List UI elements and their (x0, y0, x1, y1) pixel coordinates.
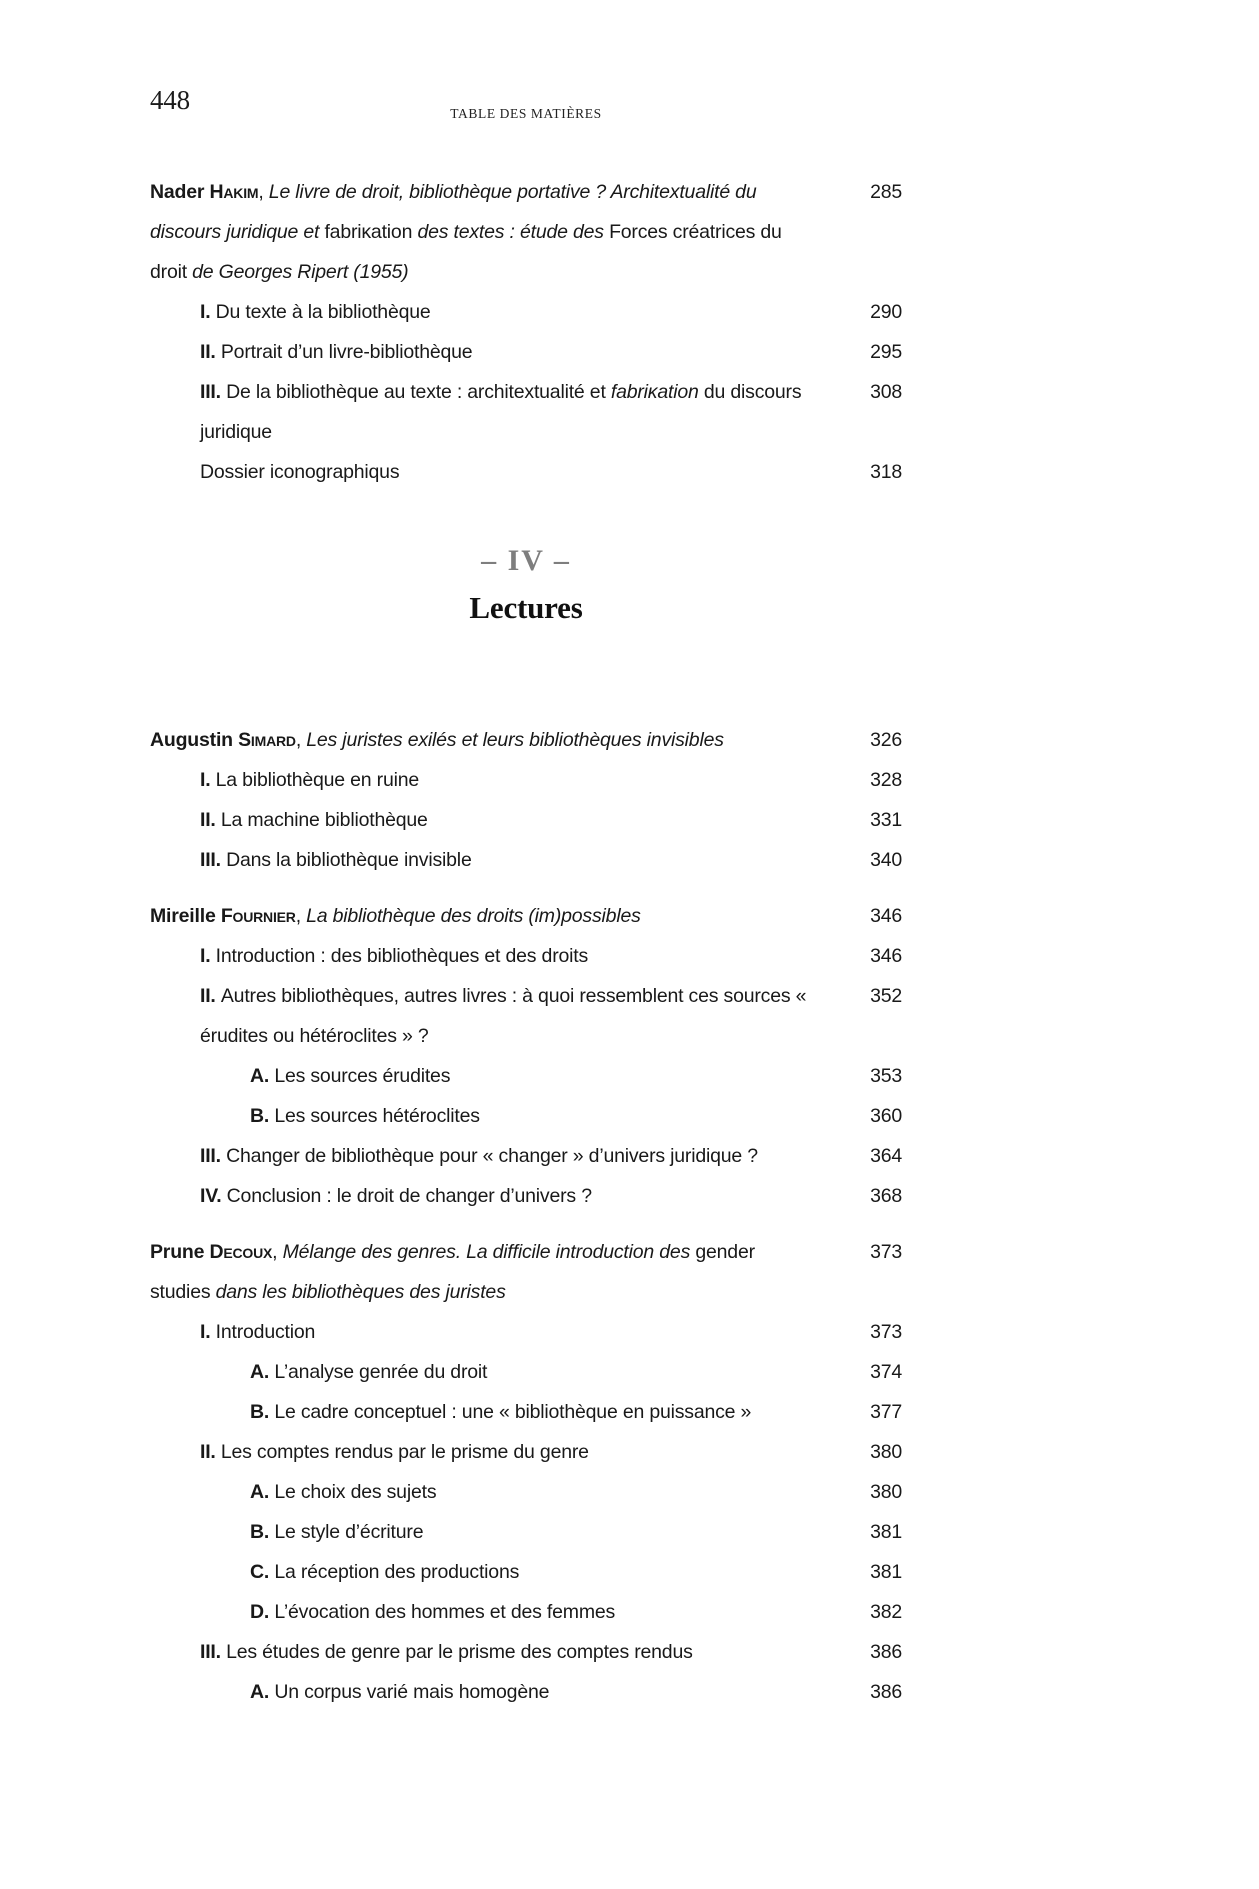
text-run: Les sources érudites (274, 1065, 451, 1087)
toc-item (150, 452, 902, 492)
text-run: L’évocation des hommes et des femmes (274, 1601, 616, 1623)
text-run: du discours juridique (200, 381, 802, 443)
text-run: Augustin (150, 729, 239, 751)
entry-text (150, 1592, 840, 1632)
toc-item (150, 1312, 902, 1352)
text-run: Decoux (209, 1241, 273, 1263)
text-run: II. (200, 809, 221, 831)
text-run: III. (200, 849, 227, 871)
toc-item (150, 1472, 902, 1512)
text-run: I. (200, 301, 216, 323)
text-run: A. (250, 1481, 275, 1503)
text-run: Hakim (209, 181, 259, 203)
page-number: 340 (870, 849, 902, 871)
page-number: 352 (870, 985, 902, 1007)
page-folio: 448 (150, 85, 190, 115)
toc-entry-heading (150, 172, 902, 292)
entry-text (150, 1352, 840, 1392)
text-run: II. (200, 341, 221, 363)
running-title: TABLE DES MATIÈRES (450, 106, 602, 121)
toc-item (150, 800, 902, 840)
entry-text (150, 1552, 840, 1592)
toc-item (150, 1672, 902, 1712)
text-run: A. (250, 1681, 275, 1703)
text-run: dans les bibliothèques des juristes (215, 1281, 506, 1303)
text-run: Simard (238, 729, 296, 751)
section-heading (150, 544, 902, 628)
text-run: Autres bibliothèques, autres livres : à quoi ressemblent ces sources « érudites ou hétéroclites » ? (200, 985, 807, 1047)
text-run: II. (200, 1441, 221, 1463)
page-number: 380 (870, 1481, 902, 1503)
entry-text (150, 332, 840, 372)
text-run: Introduction : des bibliothèques et des droits (215, 945, 589, 967)
toc-item (150, 332, 902, 372)
toc-item (150, 1392, 902, 1432)
page-number: 308 (870, 381, 902, 403)
text-run: Prune (150, 1241, 210, 1263)
toc-entries-front (150, 172, 902, 492)
text-run: La bibliothèque en ruine (215, 769, 420, 791)
toc-entry-heading (150, 720, 902, 760)
text-run: Mireille (150, 905, 221, 927)
text-run: Le livre de droit, bibliothèque portative ? Architextualité du discours juridique et (150, 181, 757, 243)
page-number: 360 (870, 1105, 902, 1127)
entry-text (150, 1512, 840, 1552)
page-number: 381 (870, 1521, 902, 1543)
page-number: 374 (870, 1361, 902, 1383)
page-number: 285 (870, 181, 902, 203)
text-run: Conclusion : le droit de changer d’univers ? (226, 1185, 592, 1207)
text-run: Nader (150, 181, 210, 203)
text-run: B. (250, 1105, 275, 1127)
entry-text (150, 1056, 840, 1096)
text-run: Forces créatrices du droit (150, 221, 782, 283)
page-number: 328 (870, 769, 902, 791)
text-run: B. (250, 1521, 275, 1543)
text-run: fabriĸation (324, 221, 413, 243)
text-run: Un corpus varié mais homogène (274, 1681, 550, 1703)
entry-text (150, 1136, 840, 1176)
text-run: de Georges Ripert (1955) (192, 261, 409, 283)
page-number: 373 (870, 1241, 902, 1263)
page-number: 364 (870, 1145, 902, 1167)
entry-text (150, 896, 840, 936)
text-run: , (272, 1241, 283, 1263)
page-number: 373 (870, 1321, 902, 1343)
page-number: 377 (870, 1401, 902, 1423)
table-of-contents (150, 0, 902, 1712)
text-run: , (258, 181, 269, 203)
toc-item (150, 1056, 902, 1096)
page-number: 381 (870, 1561, 902, 1583)
toc-item (150, 1552, 902, 1592)
entry-text (150, 760, 840, 800)
page-number: 290 (870, 301, 902, 323)
page-number: 382 (870, 1601, 902, 1623)
text-run: B. (250, 1401, 275, 1423)
entry-text (150, 1472, 840, 1512)
text-run: Dossier iconographiqus (200, 461, 400, 483)
text-run: I. (200, 1321, 216, 1343)
text-run: Introduction (215, 1321, 316, 1343)
text-run: IV. (200, 1185, 227, 1207)
page-number: 346 (870, 945, 902, 967)
section-title: Lectures (469, 590, 583, 625)
text-run: Le choix des sujets (274, 1481, 437, 1503)
page-number: 368 (870, 1185, 902, 1207)
entry-text (150, 1176, 840, 1216)
text-run: III. (200, 381, 227, 403)
toc-item (150, 1632, 902, 1672)
toc-entry (150, 720, 902, 880)
text-run: L’analyse genrée du droit (274, 1361, 488, 1383)
text-run: Dans la bibliothèque invisible (226, 849, 472, 871)
page-number: 353 (870, 1065, 902, 1087)
text-run: Le style d’écriture (274, 1521, 424, 1543)
text-run: des textes : étude des (412, 221, 610, 243)
text-run: Fournier (220, 905, 296, 927)
page-number: 331 (870, 809, 902, 831)
text-run: , (295, 729, 307, 751)
text-run: Les comptes rendus par le prisme du genre (220, 1441, 589, 1463)
toc-item (150, 840, 902, 880)
entry-text (150, 172, 840, 292)
toc-item (150, 1432, 902, 1472)
toc-item (150, 372, 902, 452)
text-run: Les juristes exilés et leurs bibliothèques invisibles (306, 729, 724, 751)
toc-item (150, 1136, 902, 1176)
toc-entry-heading (150, 896, 902, 936)
page-number: 318 (870, 461, 902, 483)
text-run: Mélange des genres. La difficile introduction des (282, 1241, 696, 1263)
running-head (150, 0, 902, 130)
entry-text (150, 1432, 840, 1472)
text-run: gender studies (150, 1241, 755, 1303)
entry-text (150, 1312, 840, 1352)
text-run: Les sources hétéroclites (274, 1105, 480, 1127)
toc-item (150, 1096, 902, 1136)
entry-text (150, 452, 840, 492)
text-run: III. (200, 1145, 227, 1167)
text-run: Le cadre conceptuel : une « bibliothèque en puissance » (274, 1401, 752, 1423)
text-run: Du texte à la bibliothèque (215, 301, 431, 323)
text-run: Portrait d’un livre-bibliothèque (220, 341, 473, 363)
page-number: 386 (870, 1641, 902, 1663)
toc-entry (150, 896, 902, 1216)
entry-text (150, 1632, 840, 1672)
toc-item (150, 936, 902, 976)
text-run: D. (250, 1601, 275, 1623)
text-run: A. (250, 1065, 275, 1087)
toc-item (150, 292, 902, 332)
entry-text (150, 976, 840, 1056)
text-run: I. (200, 769, 216, 791)
page-number: 346 (870, 905, 902, 927)
text-run: , (295, 905, 307, 927)
text-run: De la bibliothèque au texte : architextualité et (226, 381, 611, 403)
text-run: III. (200, 1641, 227, 1663)
toc-item (150, 976, 902, 1056)
entry-text (150, 1672, 840, 1712)
text-run: C. (250, 1561, 275, 1583)
toc-entry (150, 1232, 902, 1712)
toc-entry-heading (150, 1232, 902, 1312)
toc-item (150, 1352, 902, 1392)
toc-entry (150, 172, 902, 492)
text-run: Les études de genre par le prisme des comptes rendus (226, 1641, 693, 1663)
entry-text (150, 936, 840, 976)
text-run: La bibliothèque des droits (im)possibles (306, 905, 641, 927)
entry-text (150, 1392, 840, 1432)
toc-item (150, 760, 902, 800)
text-run: La machine bibliothèque (220, 809, 428, 831)
toc-entries-lectures (150, 720, 902, 1712)
entry-text (150, 292, 840, 332)
toc-item (150, 1592, 902, 1632)
page-number: 380 (870, 1441, 902, 1463)
page-number: 295 (870, 341, 902, 363)
text-run: I. (200, 945, 216, 967)
toc-item (150, 1176, 902, 1216)
entry-text (150, 1096, 840, 1136)
page-number: 386 (870, 1681, 902, 1703)
entry-text (150, 372, 840, 452)
text-run: fabriĸation (610, 381, 699, 403)
text-run: II. (200, 985, 221, 1007)
entry-text (150, 800, 840, 840)
entry-text (150, 720, 840, 760)
section-number: – IV – (481, 544, 571, 577)
text-run: Changer de bibliothèque pour « changer » d’univers juridique ? (226, 1145, 758, 1167)
text-run: La réception des productions (274, 1561, 520, 1583)
page-number: 326 (870, 729, 902, 751)
text-run: A. (250, 1361, 275, 1383)
entry-text (150, 840, 840, 880)
entry-text (150, 1232, 840, 1312)
toc-item (150, 1512, 902, 1552)
